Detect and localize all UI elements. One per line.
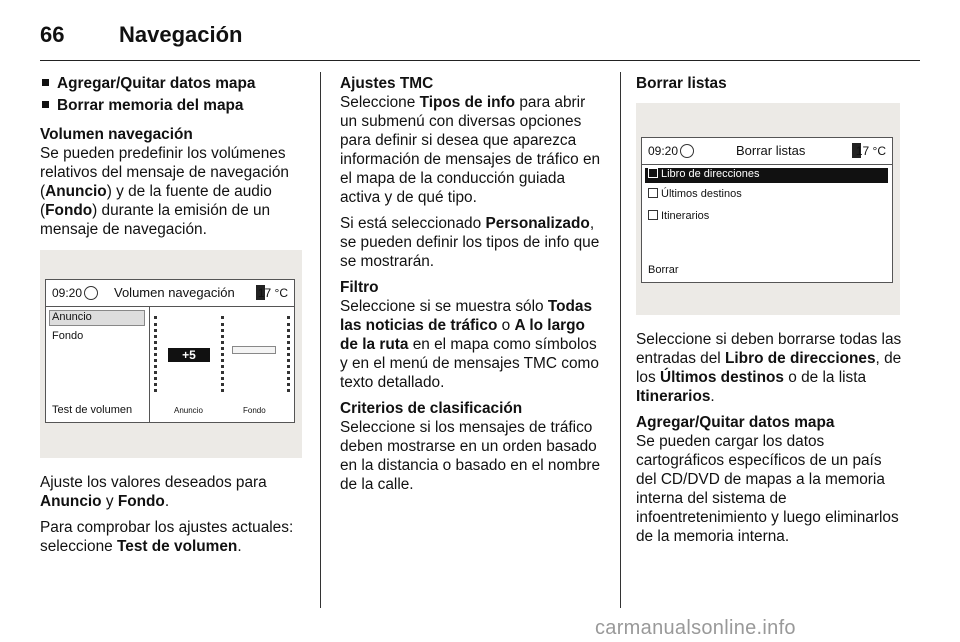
nav-icon xyxy=(84,286,98,300)
paragraph-seleccione: Seleccione si deben borrarse todas las entradas del Libro de direcciones, de los Últimos destinos o de la lista Itinerarios. xyxy=(636,331,902,405)
nav-icon xyxy=(680,144,694,158)
list-item-ultimos[interactable]: Últimos destinos xyxy=(648,188,742,200)
column-3 xyxy=(636,74,902,93)
section-heading: Filtro xyxy=(340,279,379,296)
borrar-button[interactable]: Borrar xyxy=(648,264,679,276)
menu-item-anuncio[interactable]: Anuncio xyxy=(49,310,145,326)
menu-item-test[interactable]: Test de volumen xyxy=(52,404,133,416)
list-item-libro[interactable]: Libro de direcciones xyxy=(645,168,888,183)
section-heading: Volumen navegación xyxy=(40,126,193,143)
display-screen: 09:20 Volumen navegación 17 °C Anuncio Fondo Test de volumen +5 Anuncio Fondo xyxy=(45,279,295,423)
column-1 xyxy=(40,74,306,246)
section-heading: Ajustes TMC xyxy=(340,75,434,92)
bullet-item: Borrar memoria del mapa xyxy=(40,96,306,115)
section-heading: Borrar listas xyxy=(636,75,727,92)
page-title: Navegación xyxy=(119,22,243,47)
paragraph-agregar: Agregar/Quitar datos mapa Se pueden cargar los datos cartográficos específicos de un país del CD/DVD de mapas a la memoria interna del sistema de infoentretenimiento y luego eliminarlos de la memoria interna. xyxy=(636,413,902,546)
list-item-itinerarios[interactable]: Itinerarios xyxy=(648,210,709,222)
column-3-lower xyxy=(636,330,902,553)
status-bar: 09:20 Volumen navegación 17 °C xyxy=(46,280,294,307)
section-heading: Agregar/Quitar datos mapa xyxy=(636,414,835,431)
page-header xyxy=(40,14,920,61)
scale-dots xyxy=(154,316,157,392)
watermark: carmanualsonline.info xyxy=(595,617,796,639)
paragraph-filtro: Filtro Seleccione si se muestra sólo Todas las noticias de tráfico o A lo largo de la ruta en el mapa como símbolos y en el menú de mensajes TMC como texto detallado. xyxy=(340,278,606,392)
display-screen xyxy=(641,137,893,283)
scale-dots xyxy=(221,316,224,392)
paragraph-tmc: Ajustes TMC Seleccione Tipos de info para abrir un submenú con diversas opciones para definir si desea que aparezca información de mensajes de tráfico en el mapa de la conducción guiada activa y de qué tipo. xyxy=(340,74,606,207)
bullet-item: Agregar/Quitar datos mapa xyxy=(40,74,306,93)
menu-item-fondo[interactable]: Fondo xyxy=(52,330,84,342)
status-bar: 09:20 Borrar listas 17 °C xyxy=(642,138,892,165)
paragraph-test: Para comprobar los ajustes actuales: seleccione Test de volumen. xyxy=(40,519,294,555)
screenshot-volumen xyxy=(40,250,302,458)
paragraph-volumen: Volumen navegación Se pueden predefinir los volúmenes relativos del mensaje de navegación (Anuncio) y de la fuente de audio (Fondo) durante la emisión de un mensaje de navegación. xyxy=(40,125,306,239)
column-divider-2 xyxy=(620,72,621,608)
panel-divider xyxy=(149,307,150,422)
column-2 xyxy=(340,74,606,501)
screenshot-borrar xyxy=(636,103,900,315)
slider-anuncio[interactable]: +5 xyxy=(168,348,210,362)
paragraph-criterios: Criterios de clasificación Seleccione si los mensajes de tráfico deben mostrarse en un orden basado en la distancia o basado en el nombre de la calle. xyxy=(340,399,606,494)
column-1-lower xyxy=(40,473,306,563)
page-number: 66 xyxy=(40,22,65,47)
paragraph-personalizado: Si está seleccionado Personalizado, se pueden definir los tipos de info que se mostrarán. xyxy=(340,215,600,270)
slider-fondo[interactable] xyxy=(232,346,276,354)
scale-dots xyxy=(287,316,290,392)
section-heading: Criterios de clasificación xyxy=(340,400,523,417)
paragraph-ajuste: Ajuste los valores deseados para Anuncio y Fondo. xyxy=(40,474,267,510)
column-divider-1 xyxy=(320,72,321,608)
